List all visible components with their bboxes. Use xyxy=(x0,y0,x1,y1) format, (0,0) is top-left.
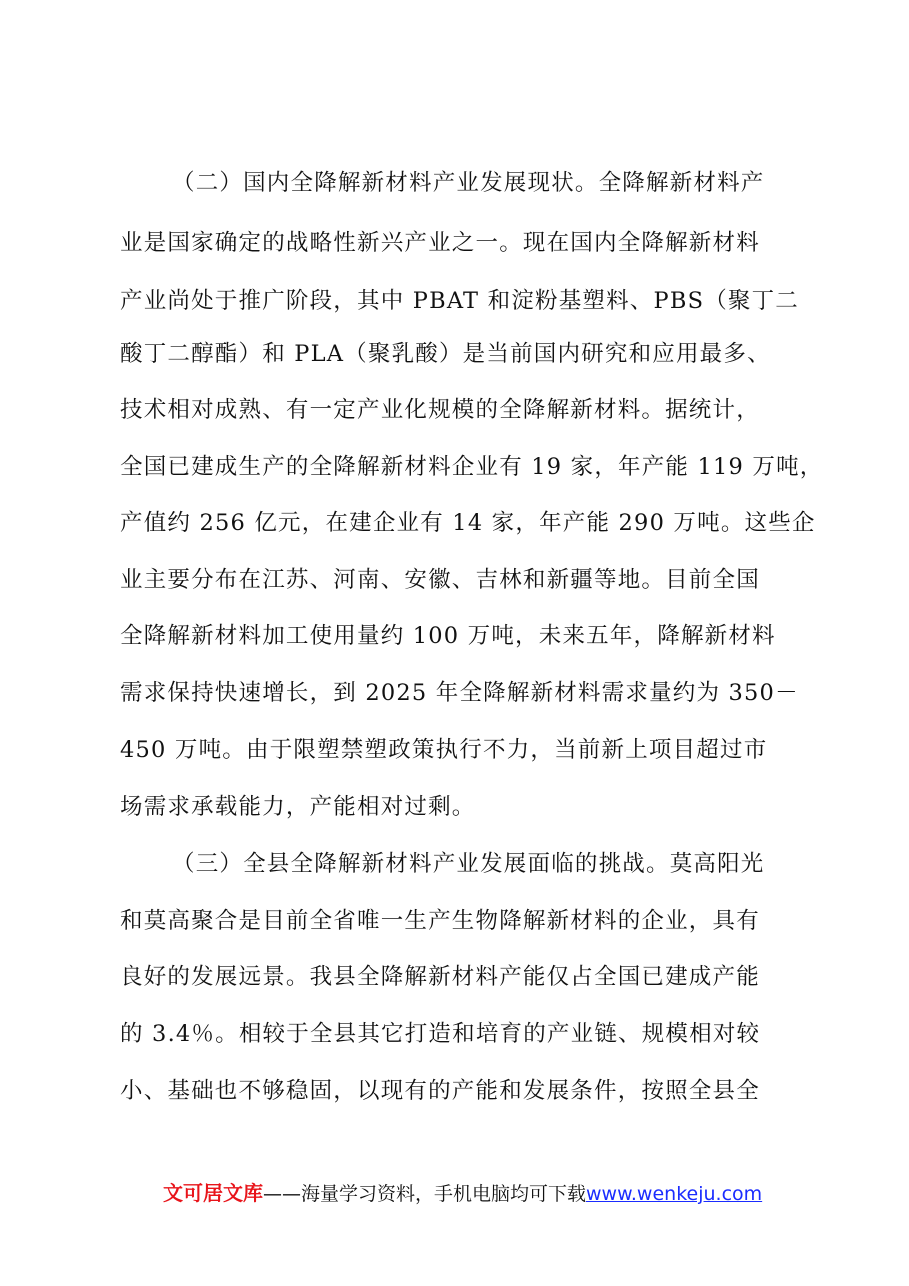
footer-brand: 文可居文库 xyxy=(163,1181,263,1205)
paragraph-3-line-5: 小、基础也不够稳固，以现有的产能和发展条件，按照全县全 xyxy=(120,1078,760,1104)
paragraph-2-line-2: 业是国家确定的战略性新兴产业之一。现在国内全降解新材料 xyxy=(120,230,760,256)
paragraph-3-line-4: 的 3.4％。相较于全县其它打造和培育的产业链、规模相对较 xyxy=(120,1021,761,1047)
paragraph-3-line-2: 和莫高聚合是目前全省唯一生产生物降解新材料的企业，具有 xyxy=(120,908,760,934)
paragraph-3-line-3: 良好的发展远景。我县全降解新材料产能仅占全国已建成产能 xyxy=(120,964,760,990)
paragraph-3-line-1: （三）全县全降解新材料产业发展面临的挑战。莫高阳光 xyxy=(172,851,765,877)
paragraph-2-line-3: 产业尚处于推广阶段，其中 PBAT 和淀粉基塑料、PBS（聚丁二 xyxy=(120,288,799,314)
paragraph-2-line-7: 产值约 256 亿元，在建企业有 14 家，年产能 290 万吨。这些企 xyxy=(120,510,816,536)
paragraph-2-line-1: （二）国内全降解新材料产业发展现状。全降解新材料产 xyxy=(172,170,765,196)
paragraph-2-line-10: 需求保持快速增长，到 2025 年全降解新材料需求量约为 350－ xyxy=(120,680,799,706)
footer-tagline: ——海量学习资料，手机电脑均可下载 xyxy=(263,1183,587,1205)
footer-url-link[interactable]: www.wenkeju.com xyxy=(586,1183,763,1205)
footer-banner xyxy=(163,1183,762,1204)
paragraph-2-line-8: 业主要分布在江苏、河南、安徽、吉林和新疆等地。目前全国 xyxy=(120,567,760,593)
paragraph-2-line-6: 全国已建成生产的全降解新材料企业有 19 家，年产能 119 万吨， xyxy=(120,454,824,480)
paragraph-2-line-11: 450 万吨。由于限塑禁塑政策执行不力，当前新上项目超过市 xyxy=(120,737,768,763)
paragraph-2-line-12: 场需求承载能力，产能相对过剩。 xyxy=(120,794,476,820)
paragraph-2-line-4: 酸丁二醇酯）和 PLA（聚乳酸）是当前国内研究和应用最多、 xyxy=(120,341,771,367)
paragraph-2-line-9: 全降解新材料加工使用量约 100 万吨，未来五年，降解新材料 xyxy=(120,623,776,649)
paragraph-2-line-5: 技术相对成熟、有一定产业化规模的全降解新材料。据统计， xyxy=(120,397,760,423)
